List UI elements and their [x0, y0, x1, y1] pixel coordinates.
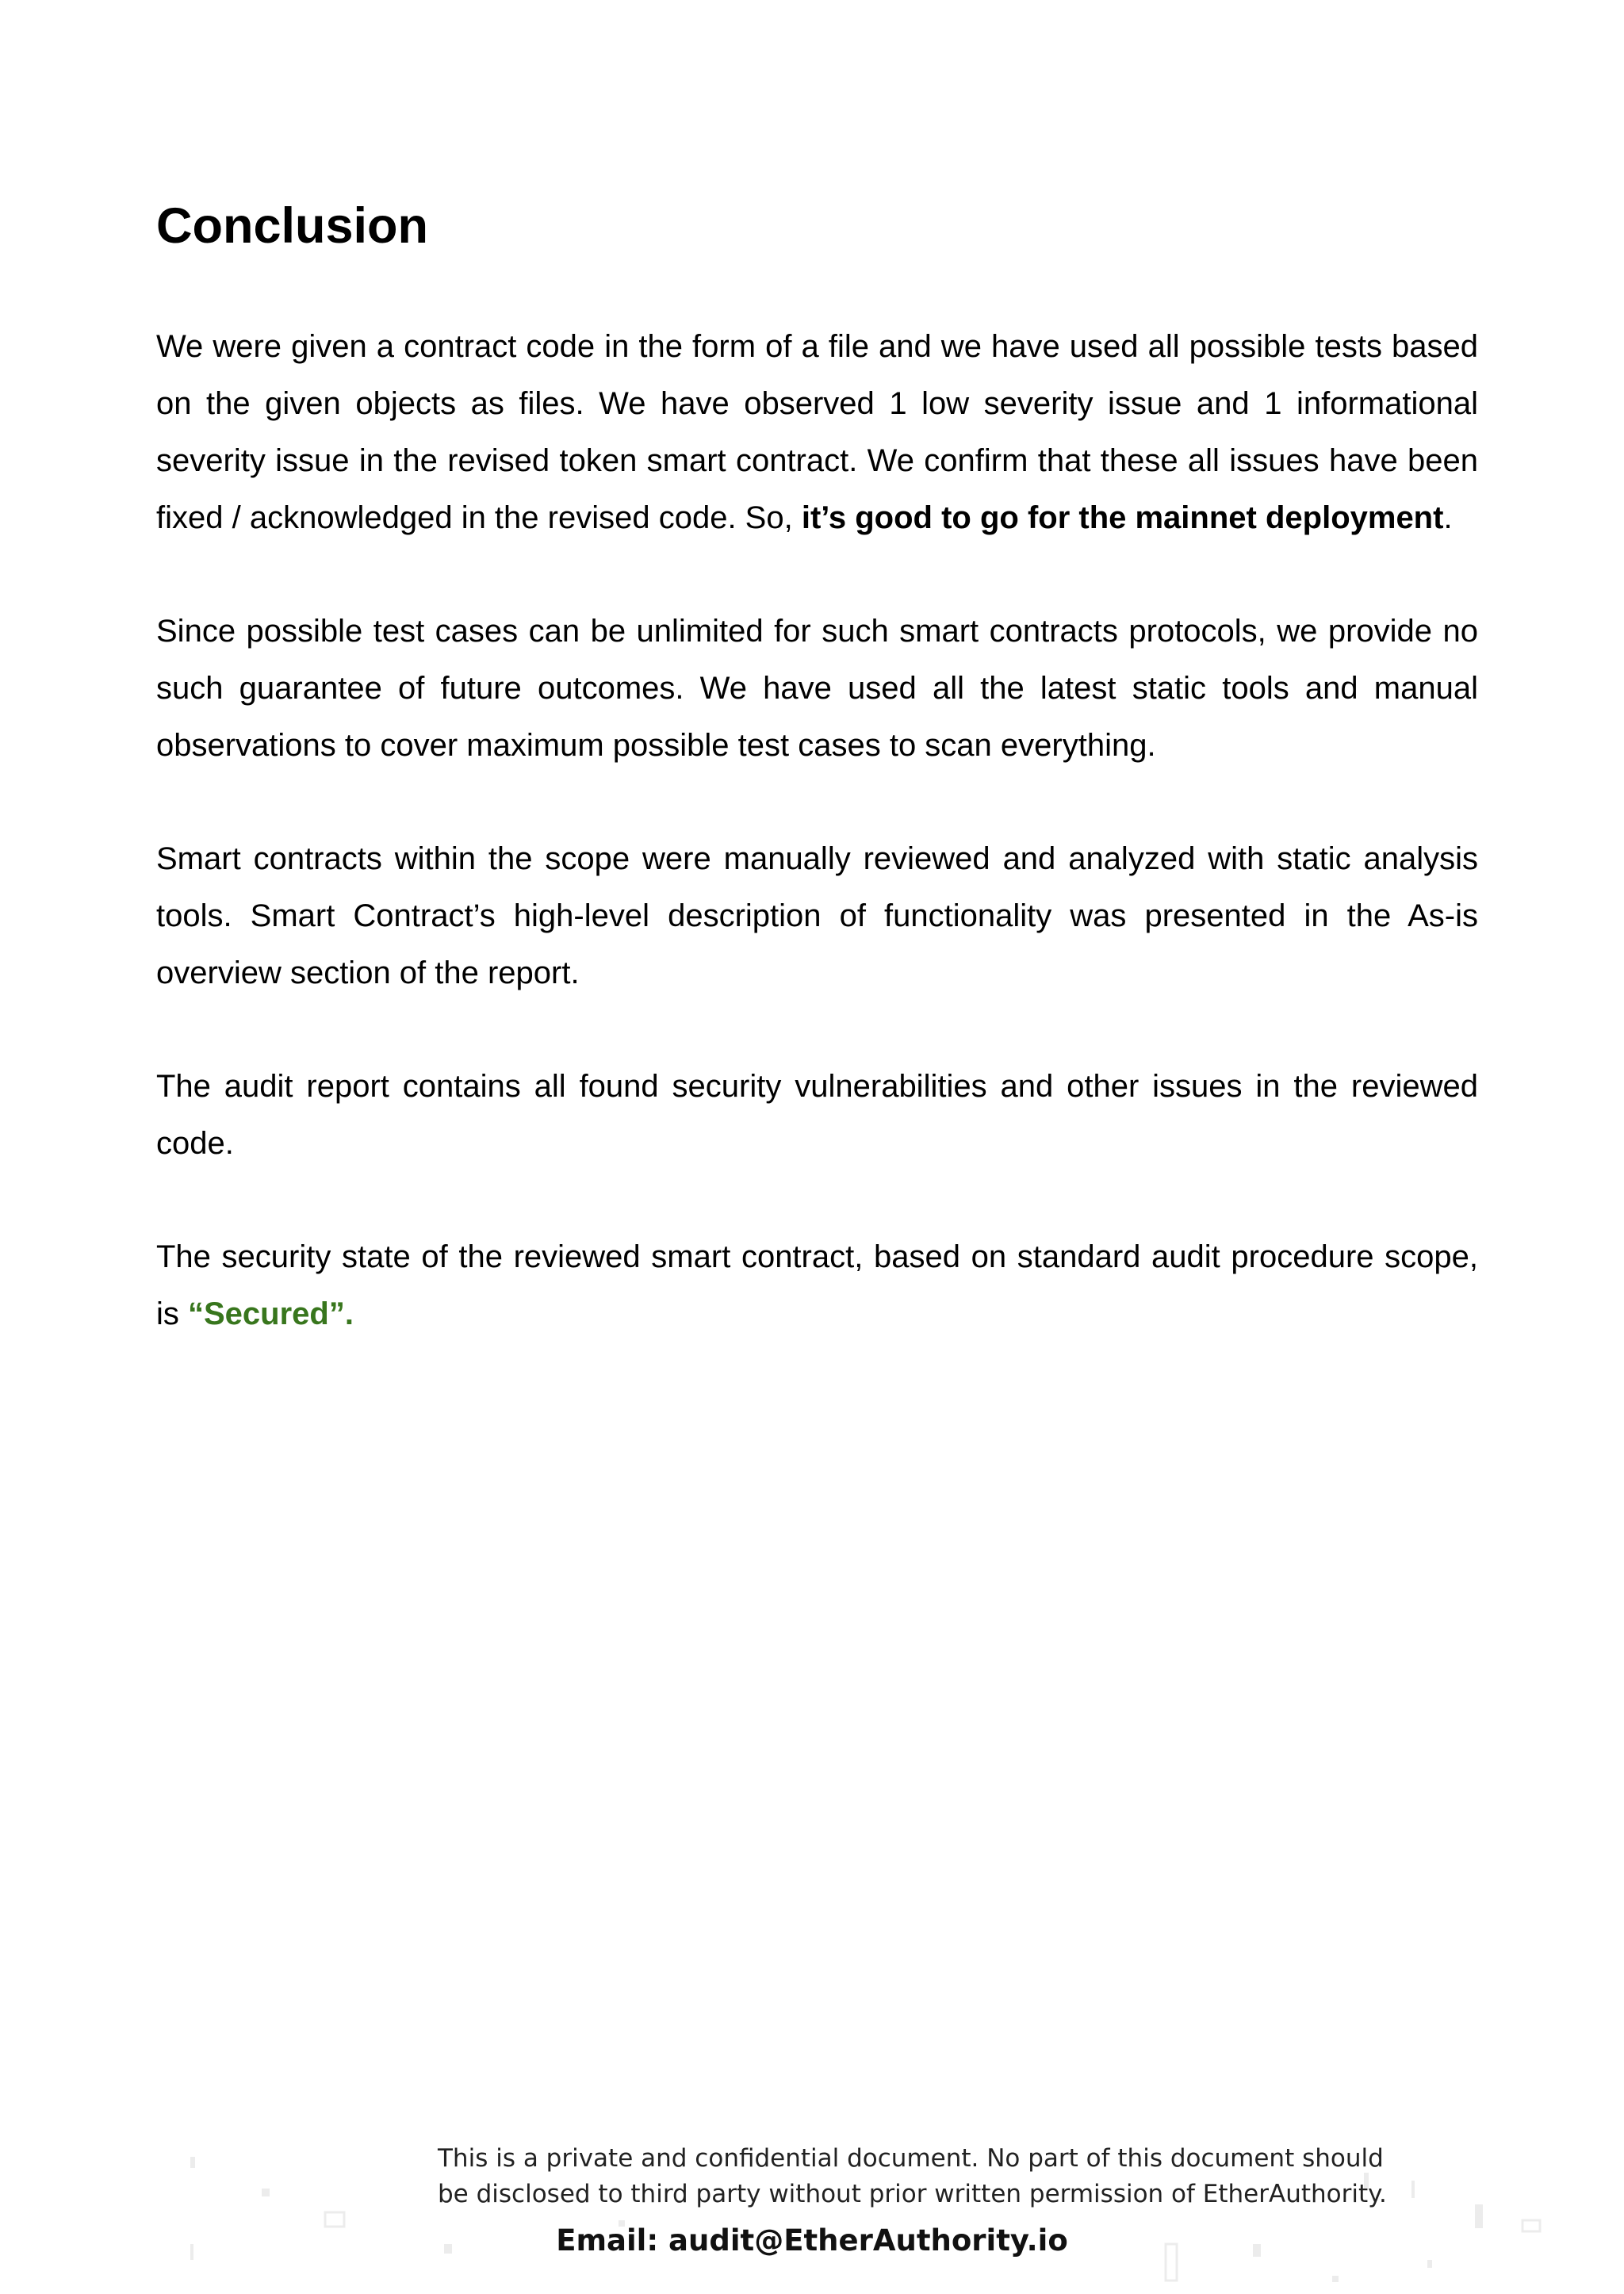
paragraph-1-bold-text: it’s good to go for the mainnet deployment — [801, 500, 1444, 535]
confidentiality-line-1: This is a private and confidential document. No part of this document should — [438, 2144, 1384, 2173]
confidentiality-line-2: be disclosed to third party without prior written permission of EtherAuthority. — [438, 2180, 1387, 2208]
paragraph-3: Smart contracts within the scope were manually reviewed and analyzed with static analysis tools. Smart Contract’s high-level description of functionality was presented in the As-is overview section of the report. — [156, 841, 1478, 990]
paragraph-1 — [156, 318, 1478, 546]
paragraph-4: The audit report contains all found security vulnerabilities and other issues in the reviewed code. — [156, 1069, 1478, 1161]
main-content — [156, 194, 1478, 1399]
contact-email: Email: audit@EtherAuthority.io — [556, 2223, 1068, 2258]
paragraph-2: Since possible test cases can be unlimited for such smart contracts protocols, we provide no such guarantee of future outcomes. We have used all the latest static tools and manual observations to cover maximum possible test cases to scan everything. — [156, 614, 1478, 763]
paragraph-5 — [156, 1228, 1478, 1342]
paragraph-5-text: The security state of the reviewed smart contract, based on standard audit procedure scope, is — [156, 1239, 1478, 1331]
security-status-label: “Secured”. — [188, 1296, 354, 1331]
paragraph-1-end: . — [1443, 500, 1453, 535]
confidentiality-notice — [438, 2141, 1389, 2212]
conclusion-body — [156, 318, 1478, 1342]
page-footer — [0, 2125, 1624, 2294]
page-title: Conclusion — [156, 198, 428, 254]
paragraph-1-text: We were given a contract code in the form of a file and we have used all possible tests based on the given objects as files. We have observed 1 low severity issue and 1 informational severity issue in the revised token smart contract. We confirm that these all issues have been fixed / acknowledged in the revised code. So, — [156, 329, 1478, 535]
